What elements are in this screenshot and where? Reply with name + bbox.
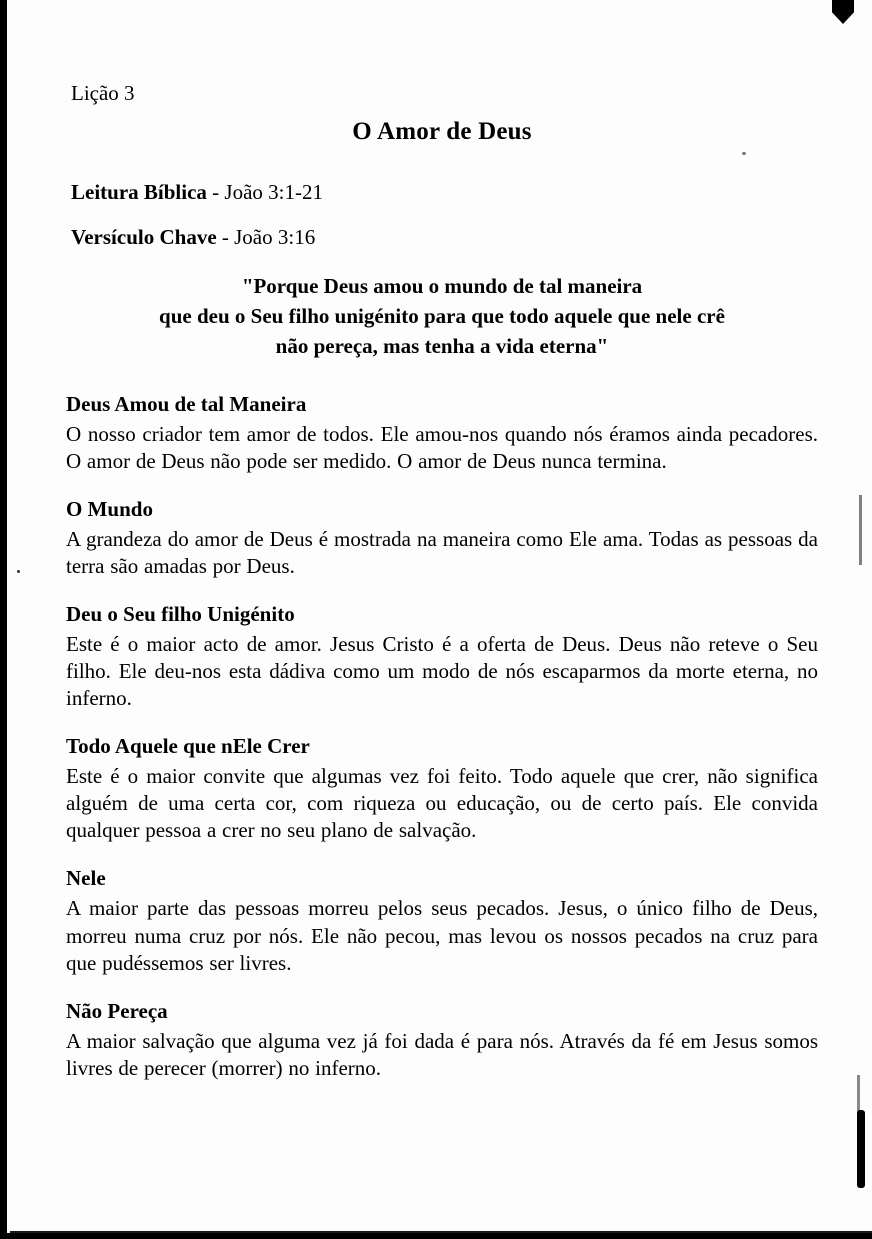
section-body: Este é o maior acto de amor. Jesus Cristo é a oferta de Deus. Deus não reteve o Seu filho. Ele deu-nos esta dádiva como um modo de nós escaparmos da morte eterna, no inferno. [66,632,818,711]
key-verse-line [71,225,818,250]
section-deu-o-seu-filho-unigenito [66,602,818,712]
section-nele [66,866,818,976]
scan-mark-right-bar [857,1110,865,1188]
verse-line-3: não pereça, mas tenha a vida eterna" [275,333,609,358]
verse-line-2: que deu o Seu filho unigénito para que todo aquele que nele crê [159,304,725,329]
verse-line-1: "Porque Deus amou o mundo de tal maneira [241,274,643,299]
key-verse-reference: - João 3:16 [221,225,316,250]
scan-speck-left [17,570,20,573]
page-title: O Amor de Deus [352,118,532,146]
section-o-mundo [66,497,818,580]
bible-reading-label: Leitura Bíblica [71,180,207,205]
section-body: A maior salvação que alguma vez já foi dada é para nós. Através da fé em Jesus somos livres de perecer (morrer) no inferno. [66,1028,818,1080]
section-deus-amou-de-tal-maneira [66,392,818,475]
page-bottom-edge-artifact [0,1233,872,1239]
section-heading: O Mundo [66,496,153,521]
section-body: Este é o maior convite que algumas vez foi feito. Todo aquele que crer, não significa alguém de uma certa cor, com riqueza ou educação, ou de certo país. Ele convida qualquer pessoa a crer no seu plano de salvação. [66,764,818,843]
section-todo-aquele-que-nele-crer [66,734,818,844]
bible-reading-reference: - João 3:1-21 [212,180,323,205]
page-top-notch-artifact [832,0,854,24]
page-left-edge-artifact [0,0,7,1239]
bible-reading-line [71,180,818,205]
scan-mark-right-upper [859,495,862,565]
document-content [66,80,818,1104]
section-body: A grandeza do amor de Deus é mostrada na maneira como Ele ama. Todas as pessoas da terra são amadas por Deus. [66,526,818,578]
section-heading: Não Pereça [66,998,168,1023]
section-heading: Deus Amou de tal Maneira [66,391,307,416]
section-heading: Deu o Seu filho Unigénito [66,602,295,626]
section-body: A maior parte das pessoas morreu pelos seus pecados. Jesus, o único filho de Deus, morreu numa cruz por nós. Ele não pecou, mas levou os nossos pecados na cruz para que pudéssemos ser livres. [66,896,818,975]
key-verse-quote [92,272,792,361]
section-nao-pereca [66,999,818,1082]
key-verse-label: Versículo Chave [71,225,217,250]
lesson-number: Lição 3 [71,81,135,105]
section-heading: Nele [66,866,106,891]
section-body: O nosso criador tem amor de todos. Ele amou-nos quando nós éramos ainda pecadores. O amor de Deus não pode ser medido. O amor de Deus nunca termina. [66,421,818,473]
section-heading: Todo Aquele que nEle Crer [66,734,310,759]
